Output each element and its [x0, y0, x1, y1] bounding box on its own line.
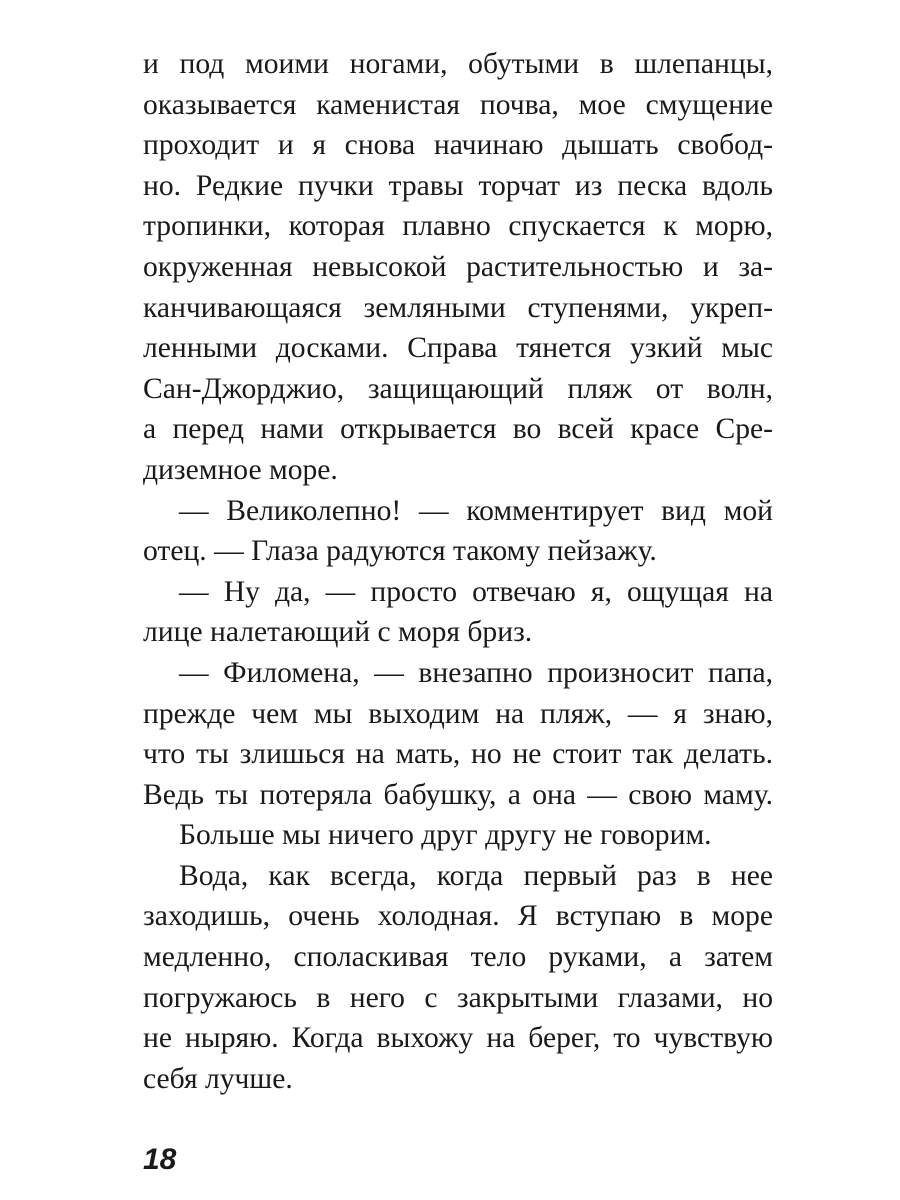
- text-line: Вода, как всегда, когда первый раз в нее: [179, 859, 773, 892]
- text-line: диземное море.: [143, 453, 338, 486]
- text-line: заходишь, очень холодная. Я вступаю в море: [143, 900, 773, 933]
- text-line: что ты злишься на мать, но не стоит так делать.: [143, 738, 773, 771]
- text-line: лице налетающий с моря бриз.: [143, 616, 533, 649]
- text-line: Больше мы ничего друг другу не говорим.: [179, 819, 712, 852]
- text-line: Ведь ты потеряла бабушку, а она — свою маму.: [143, 778, 773, 811]
- page-number: 18: [143, 1143, 177, 1176]
- text-line: — Великолепно! — комментирует вид мой: [179, 494, 773, 527]
- text-line: окруженная невысокой растительностью и за-: [143, 250, 773, 283]
- text-line: — Ну да, — просто отвечаю я, ощущая на: [179, 575, 773, 608]
- text-line: тропинки, которая плавно спускается к морю,: [143, 210, 773, 243]
- text-line: прежде чем мы выходим на пляж, — я знаю,: [143, 697, 773, 730]
- text-line: не ныряю. Когда выхожу на берег, то чувствую: [143, 1022, 773, 1055]
- text-line: медленно, споласкивая тело руками, а затем: [143, 941, 773, 974]
- text-line: проходит и я снова начинаю дышать свобод-: [143, 129, 773, 162]
- text-line: Сан-Джорджио, защищающий пляж от волн,: [143, 372, 773, 405]
- body-text: [143, 44, 773, 1099]
- text-line: но. Редкие пучки травы торчат из песка вдоль: [143, 169, 773, 202]
- text-line: погружаюсь в него с закрытыми глазами, но: [143, 981, 773, 1014]
- text-line: отец. — Глаза радуются такому пейзажу.: [143, 535, 657, 568]
- text-line: себя лучше.: [143, 1062, 293, 1095]
- text-line: оказывается каменистая почва, мое смущение: [143, 88, 773, 121]
- text-line: а перед нами открывается во всей красе Сре-: [143, 413, 773, 446]
- text-line: и под моими ногами, обутыми в шлепанцы,: [143, 48, 773, 80]
- text-line: — Филомена, — внезапно произносит папа,: [179, 656, 773, 689]
- text-line: канчивающаяся земляными ступенями, укреп-: [143, 291, 773, 324]
- text-line: ленными досками. Справа тянется узкий мыс: [143, 332, 773, 365]
